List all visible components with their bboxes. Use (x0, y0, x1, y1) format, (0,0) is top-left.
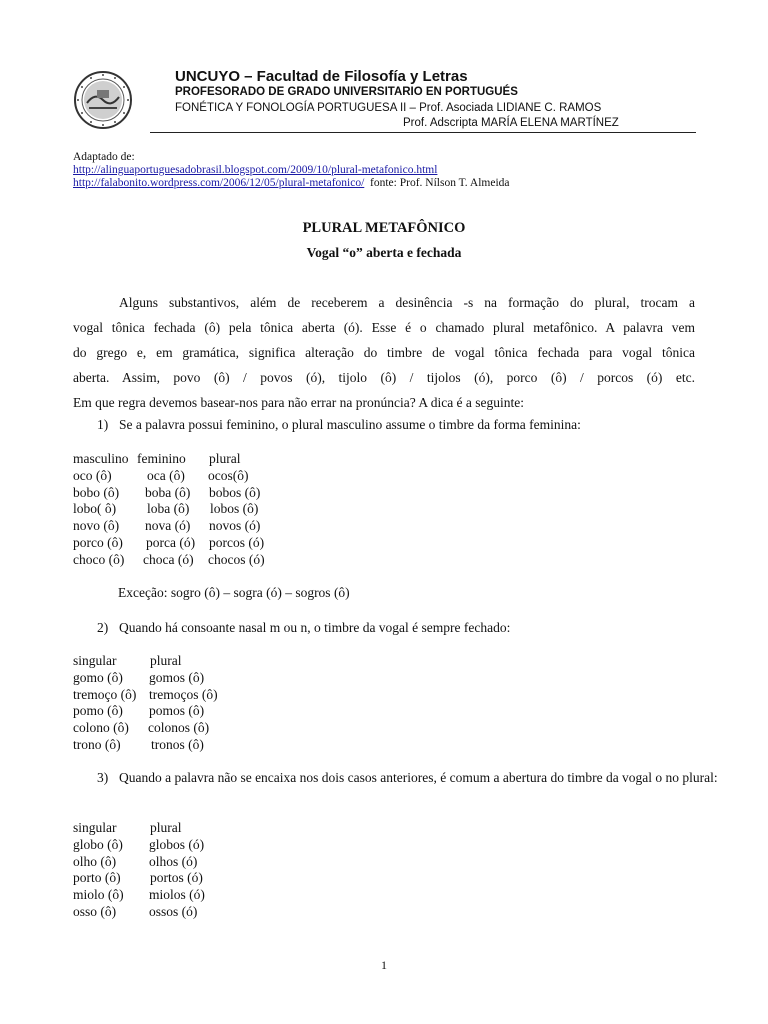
page-number: 1 (381, 958, 387, 972)
rule-text: Quando há consoante nasal m ou n, o timbre da vogal é sempre fechado: (119, 620, 511, 635)
rule-text: Quando a palavra não se encaixa nos dois casos anteriores, é comum a abertura do timbre da vogal o no plural: (119, 770, 718, 785)
paragraph-line: vogal tônica fechada (ô) pela tônica aberta (ó). Esse é o chamado plural metafônico. A palavra vem (73, 320, 695, 335)
source-link-row-2 (73, 176, 510, 190)
col-header: singular (73, 820, 117, 835)
col-header: plural (150, 653, 182, 668)
rule-number: 1) (97, 417, 109, 432)
institution-title: UNCUYO – Facultad de Filosofía y Letras (175, 68, 468, 85)
paragraph-line: Alguns substantivos, além de receberem a desinência -s na formação do plural, trocam a (119, 295, 695, 310)
course-line: FONÉTICA Y FONOLOGÍA PORTUGUESA II – Prof. Asociada LIDIANE C. RAMOS (175, 102, 602, 114)
paragraph-line: do grego e, em gramática, significa alteração do timbre de vogal tônica fechada para vogal tônica (73, 345, 695, 360)
exception-note: Exceção: sogro (ô) – sogra (ó) – sogros (ô) (118, 585, 350, 600)
document-subtitle: Vogal “o” aberta e fechada (306, 245, 462, 260)
source-link-1[interactable]: http://alinguaportuguesadobrasil.blogspot.com/2009/10/plural-metafonico.html (73, 164, 438, 176)
source-link-row (73, 163, 437, 177)
rule-number: 2) (97, 620, 109, 635)
rule-text: Se a palavra possui feminino, o plural masculino assume o timbre da forma feminina: (119, 417, 581, 432)
col-header: singular (73, 653, 117, 668)
header-divider (150, 132, 696, 133)
paragraph-line: Em que regra devemos basear-nos para não errar na pronúncia? A dica é a seguinte: (73, 395, 525, 410)
source-link-2[interactable]: http://falabonito.wordpress.com/2006/12/05/plural-metafonico/ (73, 177, 365, 189)
document-title: PLURAL METAFÔNICO (302, 220, 466, 236)
intro-paragraph (73, 290, 695, 415)
rule-number: 3) (97, 770, 109, 785)
col-header: feminino (137, 451, 186, 466)
col-header: plural (209, 451, 241, 466)
fonte-credit: fonte: Prof. Nílson T. Almeida (364, 177, 510, 189)
professor-line: Prof. Adscripta MARÍA ELENA MARTÍNEZ (403, 117, 619, 129)
paragraph-line: aberta. Assim, povo (ô) / povos (ó), tijolo (ô) / tijolos (ó), porco (ô) / porcos (ó) etc. (73, 370, 695, 385)
program-subtitle: PROFESORADO DE GRADO UNIVERSITARIO EN PORTUGUÉS (175, 86, 518, 98)
col-header: masculino (73, 451, 129, 466)
university-seal-icon (73, 70, 133, 130)
col-header: plural (150, 820, 182, 835)
adapted-label: Adaptado de: (73, 151, 135, 163)
